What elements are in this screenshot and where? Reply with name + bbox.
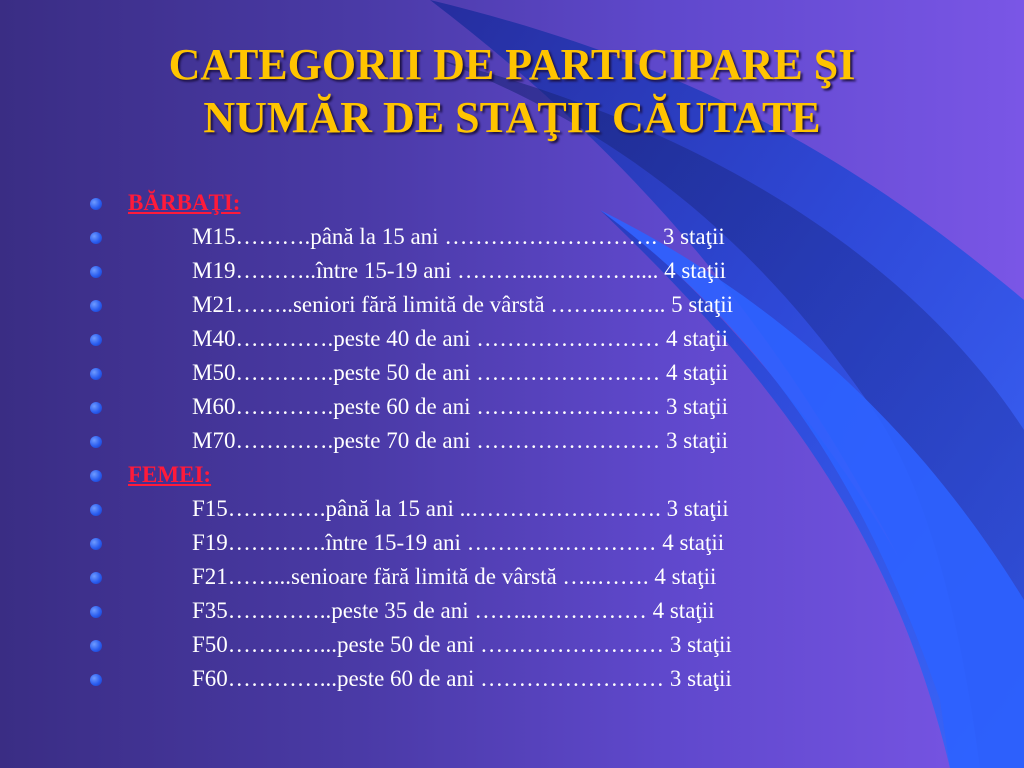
category-entry: F50…………...peste 50 de ani …………………… 3 staţii xyxy=(192,632,732,657)
bullet-icon xyxy=(90,368,102,380)
bullet-icon xyxy=(90,402,102,414)
bullet-icon xyxy=(90,640,102,652)
bullet-icon xyxy=(90,266,102,278)
bullet-icon xyxy=(90,674,102,686)
list-item xyxy=(90,628,990,662)
bullet-icon xyxy=(90,538,102,550)
list-item xyxy=(90,526,990,560)
slide-title xyxy=(0,38,1024,144)
bullet-icon xyxy=(90,198,102,210)
list-item xyxy=(90,390,990,424)
category-entry: M21……..seniori fără limită de vârstă ……..…….. 5 staţii xyxy=(192,292,734,317)
bullet-icon xyxy=(90,436,102,448)
list-item xyxy=(90,356,990,390)
category-entry: F21……...senioare fără limită de vârstă …..……. 4 staţii xyxy=(192,564,717,589)
list-item xyxy=(90,424,990,458)
category-entry: M19………..între 15-19 ani ………...………….... 4 staţii xyxy=(192,258,727,283)
category-entry: M15……….până la 15 ani ………………………. 3 staţii xyxy=(192,224,725,249)
category-entry: F15………….până la 15 ani ..……………………. 3 staţii xyxy=(192,496,729,521)
category-entry: M60………….peste 60 de ani …………………… 3 staţii xyxy=(192,394,728,419)
category-entry: M40………….peste 40 de ani …………………… 4 staţii xyxy=(192,326,728,351)
title-line-2: NUMĂR DE STAŢII CĂUTATE xyxy=(203,93,821,142)
bullet-icon xyxy=(90,300,102,312)
bullet-icon xyxy=(90,572,102,584)
list-item xyxy=(90,594,990,628)
bullet-icon xyxy=(90,606,102,618)
women-heading-row xyxy=(90,458,990,492)
category-entry: F60…………...peste 60 de ani …………………… 3 staţii xyxy=(192,666,732,691)
bullet-icon xyxy=(90,334,102,346)
category-entry: M70………….peste 70 de ani …………………… 3 staţii xyxy=(192,428,728,453)
list-item xyxy=(90,254,990,288)
bullet-icon xyxy=(90,470,102,482)
list-item xyxy=(90,560,990,594)
category-entry: M50………….peste 50 de ani …………………… 4 staţii xyxy=(192,360,728,385)
men-heading-row xyxy=(90,186,990,220)
list-item xyxy=(90,492,990,526)
bullet-icon xyxy=(90,504,102,516)
bullet-icon xyxy=(90,232,102,244)
list-item xyxy=(90,288,990,322)
list-item xyxy=(90,662,990,696)
list-item xyxy=(90,322,990,356)
category-list xyxy=(90,186,990,696)
women-heading: FEMEI: xyxy=(128,462,212,487)
list-item xyxy=(90,220,990,254)
title-line-1: CATEGORII DE PARTICIPARE ŞI xyxy=(168,40,856,89)
men-heading: BĂRBAŢI: xyxy=(128,190,241,215)
category-entry: F35…………..peste 35 de ani ……..…………… 4 staţii xyxy=(192,598,715,623)
category-entry: F19………….între 15-19 ani ………….………… 4 staţii xyxy=(192,530,725,555)
